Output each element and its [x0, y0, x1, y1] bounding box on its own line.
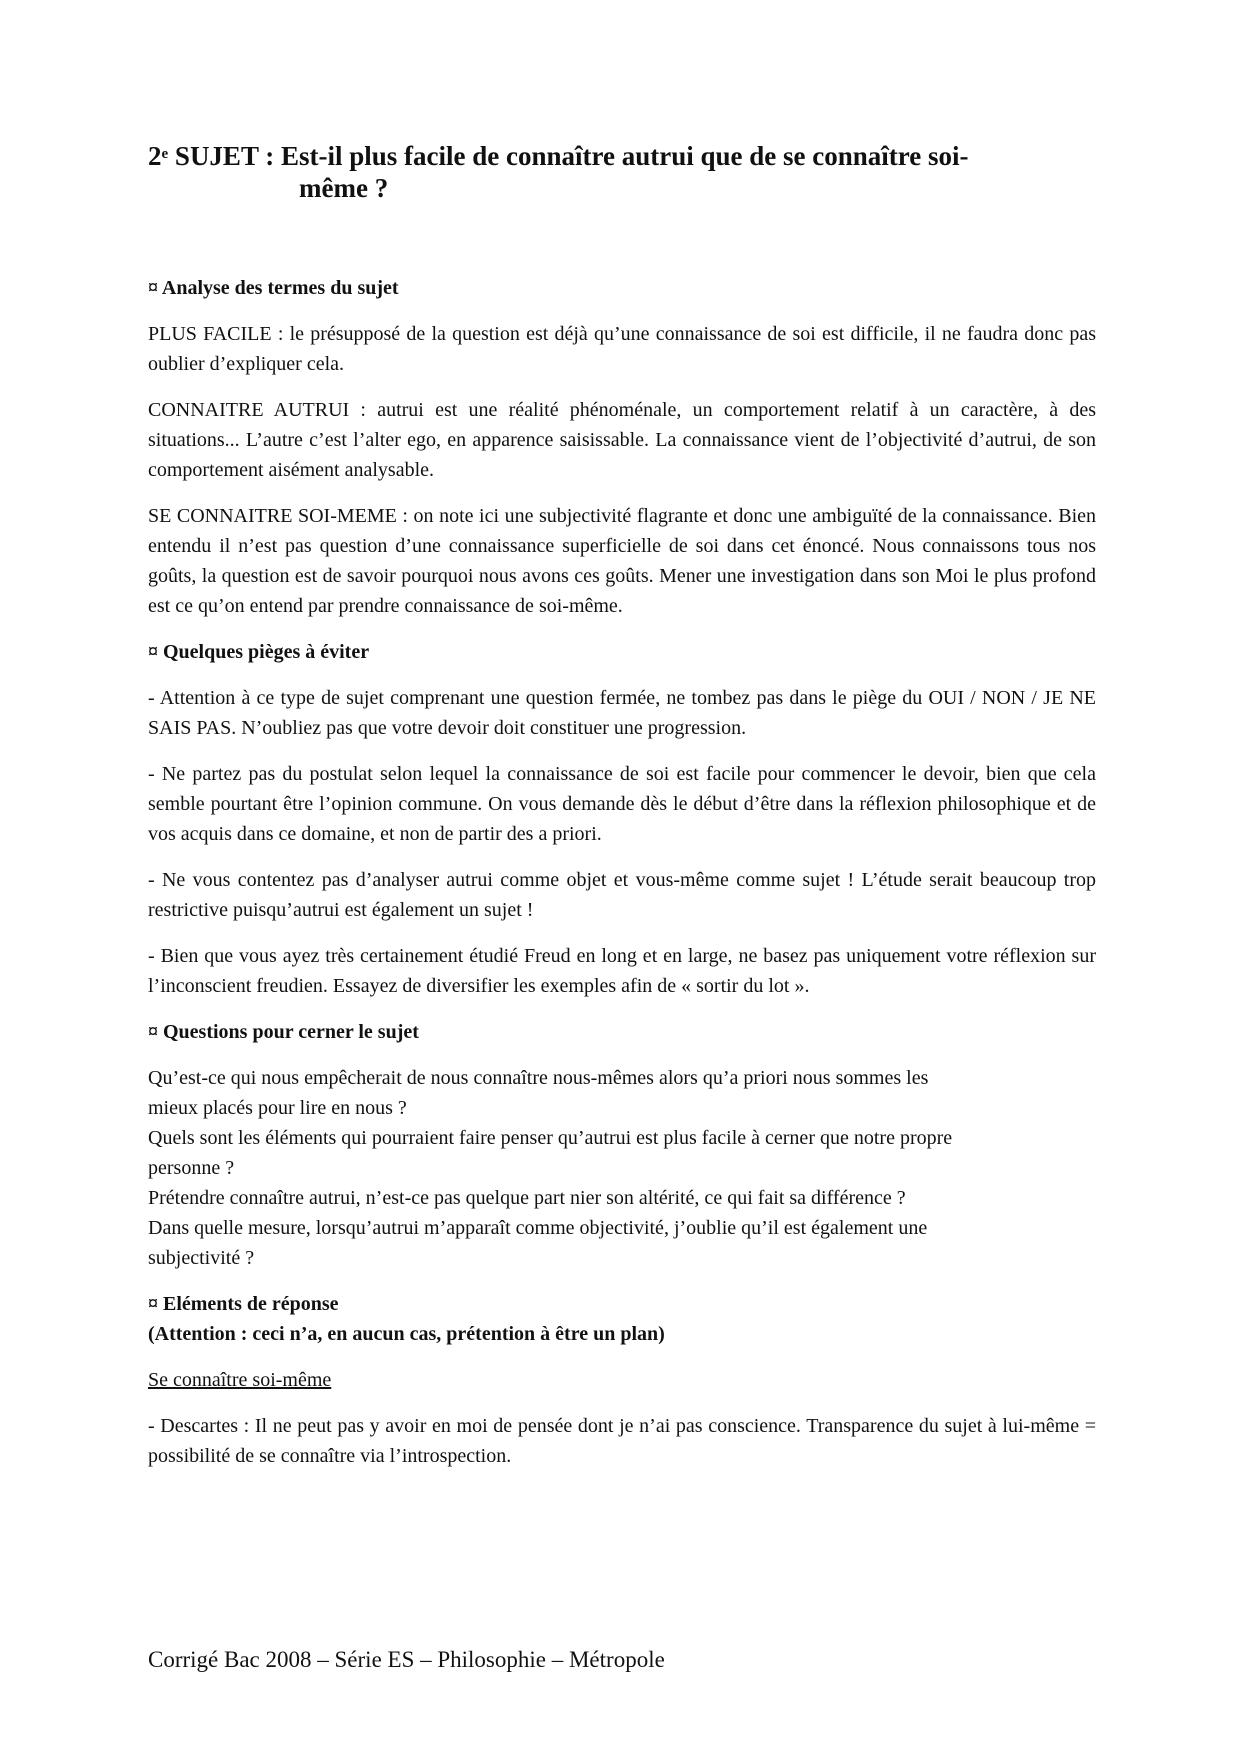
- title-superscript: e: [161, 146, 169, 162]
- question-line: mieux placés pour lire en nous ?: [148, 1097, 407, 1119]
- section-subheading-attention: (Attention : ceci n’a, en aucun cas, prétention à être un plan): [148, 1323, 665, 1345]
- questions-block: [148, 1063, 1096, 1273]
- paragraph-piege-3: - Ne vous contentez pas d’analyser autrui comme objet et vous-même comme sujet ! L’étude serait beaucoup trop restrictive puisqu’autrui est également un sujet !: [148, 869, 1096, 921]
- paragraph-piege-1: - Attention à ce type de sujet comprenant une question fermée, ne tombez pas dans le piège du OUI / NON / JE NE SAIS PAS. N’oubliez pas que votre devoir doit constituer une progression.: [148, 687, 1096, 739]
- document-page: [148, 140, 1096, 1471]
- page-title: [148, 140, 1096, 204]
- paragraph-descartes: - Descartes : Il ne peut pas y avoir en moi de pensée dont je n’ai pas conscience. Transparence du sujet à lui-même = possibilité de se connaître via l’introspection.: [148, 1415, 1096, 1467]
- title-line-1: SUJET : Est-il plus facile de connaître autrui que de se connaître soi-: [168, 141, 969, 171]
- section-heading-analyse: ¤ Analyse des termes du sujet: [148, 277, 399, 299]
- paragraph-se-connaitre: SE CONNAITRE SOI-MEME : on note ici une subjectivité flagrante et donc une ambiguïté de la connaissance. Bien entendu il n’est pas question d’une connaissance superficielle de soi dans cet énoncé. Nous connaissons tous nos goûts, la question est de savoir pourquoi nous avons ces goûts. Mener une investigation dans son Moi le plus profond est ce qu’on entend par prendre connaissance de soi-même.: [148, 505, 1096, 617]
- paragraph-piege-2: - Ne partez pas du postulat selon lequel la connaissance de soi est facile pour commencer le devoir, bien que cela semble pourtant être l’opinion commune. On vous demande dès le début d’être dans la réflexion philosophique et de vos acquis dans ce domaine, et non de partir des a priori.: [148, 763, 1096, 845]
- question-line: Dans quelle mesure, lorsqu’autrui m’apparaît comme objectivité, j’oublie qu’il est également une: [148, 1217, 928, 1239]
- question-line: Qu’est-ce qui nous empêcherait de nous connaître nous-mêmes alors qu’a priori nous sommes les: [148, 1067, 929, 1089]
- question-line: subjectivité ?: [148, 1247, 255, 1269]
- paragraph-piege-4: - Bien que vous ayez très certainement étudié Freud en long et en large, ne basez pas uniquement votre réflexion sur l’inconscient freudien. Essayez de diversifier les exemples afin de « sortir du lot ».: [148, 945, 1096, 997]
- page-footer: Corrigé Bac 2008 – Série ES – Philosophie – Métropole: [148, 1647, 665, 1672]
- question-line: personne ?: [148, 1157, 235, 1179]
- paragraph-connaitre-autrui: CONNAITRE AUTRUI : autrui est une réalité phénoménale, un comportement relatif à un caractère, à des situations... L’autre c’est l’alter ego, en apparence saisissable. La connaissance vient de l’objectivité d’autrui, de son comportement aisément analysable.: [148, 399, 1096, 481]
- section-heading-questions: ¤ Questions pour cerner le sujet: [148, 1021, 419, 1043]
- paragraph-plus-facile: PLUS FACILE : le présupposé de la question est déjà qu’une connaissance de soi est difficile, il ne faudra donc pas oublier d’expliquer cela.: [148, 323, 1096, 375]
- section-heading-pieges: ¤ Quelques pièges à éviter: [148, 641, 370, 663]
- subtitle-se-connaitre: Se connaître soi-même: [148, 1369, 332, 1391]
- section-heading-elements: ¤ Eléments de réponse: [148, 1293, 339, 1315]
- question-line: Quels sont les éléments qui pourraient faire penser qu’autrui est plus facile à cerner que notre propre: [148, 1127, 953, 1149]
- title-line-2: même ?: [299, 173, 389, 203]
- title-number: 2: [148, 141, 162, 171]
- question-line: Prétendre connaître autrui, n’est-ce pas quelque part nier son altérité, ce qui fait sa différence ?: [148, 1187, 906, 1209]
